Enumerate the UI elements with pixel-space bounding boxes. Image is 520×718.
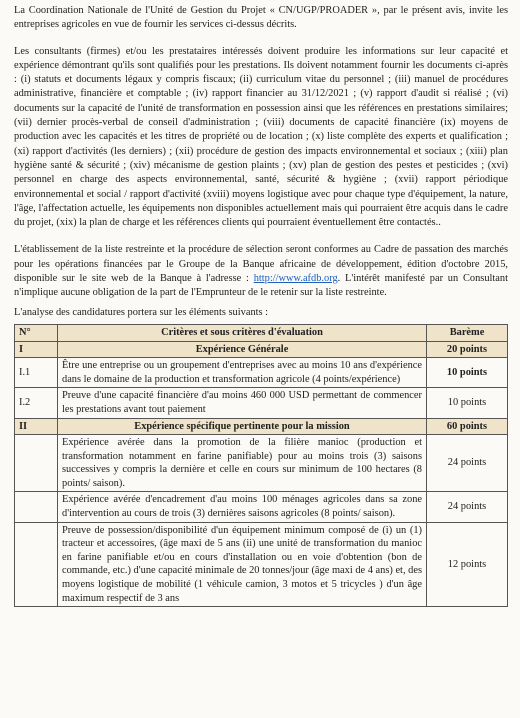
row-criterion: Expérience spécifique pertinente pour la mission	[58, 418, 427, 435]
table-header-row	[15, 324, 508, 341]
consultants-paragraph: Les consultants (firmes) et/ou les prestataires intéressés doivent produire les informations sur leur capacité et expérience démontrant qu'ils sont qualifiés pour les prestations. Ils doivent notamment fournir les documents ci-après : (i) statuts et documents légaux y compris fiscaux; (ii) curriculum vitae du personnel ; (iii) manuel de procédures administrative, financière et comptable ; (iv) rapport financier au 31/12/2021 ; (v) rapport d'audit si réalisé ; (vi) documents sur la capacité de l'unité de transformation en possession ainsi que les références en prestations similaires; (vii) dernier procès-verbal de conseil d'administration ; (viii) documents de capacité financière (ix) moyens de production avec les capacités et les titres de propriété ou de location ; (x) liste complète des experts et qualification ; (xi) rapport d'activités (les derniers) ; (xii) procédure de gestion des impacts environnemental et sociaux ; (xiii) plan hygiène santé & sécurité ; (xiv) mécanisme de gestion plaints ; (xv) plan de gestion des pestes et pesticides ; (xvi) personnel en charge des aspects environnemental, santé, sécurité & hygiène ; (xvii) rapport périodique environnemental et social / rapport d'activité (xviii) moyens logistique avec pour chaque type d'équipement, la nature, l'âge, l'affectation actuelle, les équipements non disponibles actuellement mais qui pourraient être acquis dans le cadre du projet, (xix) la plan de charge et les références clients qui pourraient éventuellement être contactés..	[14, 45, 508, 229]
table-row	[15, 492, 508, 522]
table-body	[15, 341, 508, 607]
row-number	[15, 435, 58, 492]
row-points: 10 points	[427, 388, 508, 418]
header-points: Barème	[427, 324, 508, 341]
row-criterion: Être une entreprise ou un groupement d'entreprises avec au moins 10 ans d'expérience dans le domaine de la production et transformation agricole (4 points/expérience)	[58, 358, 427, 388]
table-row	[15, 522, 508, 607]
row-criterion: Preuve d'une capacité financière d'au moins 460 000 USD permettant de commencer les prestations avant tout paiement	[58, 388, 427, 418]
row-number	[15, 492, 58, 522]
row-number	[15, 522, 58, 607]
header-criteria: Critères et sous critères d'évaluation	[58, 324, 427, 341]
row-criterion: Expérience Générale	[58, 341, 427, 358]
row-criterion: Expérience avérée d'encadrement d'au moins 100 ménages agricoles dans sa zone d'intervention au cours de trois (3) dernières saisons agricoles (8 points/ saison).	[58, 492, 427, 522]
shortlist-text-before: L'établissement de la liste restreinte et la procédure de sélection seront conformes au Cadre de passation des marchés pour les opérations financées par le Groupe de la Banque africaine de développement, édition d'octobre 2015, disponible sur le site web de la Banque à l'adresse :	[14, 244, 508, 285]
table-row	[15, 388, 508, 418]
row-points: 60 points	[427, 418, 508, 435]
shortlist-text-after: . L'intérêt manifesté par un Consultant n'implique aucune obligation de la part de l'Emprunteur de le retenir sur la liste restreinte.	[14, 273, 509, 299]
row-criterion: Preuve de possession/disponibilité d'un équipement minimum composé de (i) un (1) tracteur et accessoires, (âge maxi de 5 ans (ii) une unité de transformation du manioc en farine panifiable et/ou en cours d'installation ou en voie d'obtention (bon de commande, etc.) d'une capacité minimale de 20 tonnes/jour (âge maxi de 4 ans) et, des moyens logistique de mobilité (1 véhicule camion, 3 motos et 5 tricycles ) d'un âge maximum respectif de 3 ans	[58, 522, 427, 607]
analysis-intro: L'analyse des candidatures portera sur les éléments suivants :	[14, 306, 269, 318]
row-points: 20 points	[427, 341, 508, 358]
row-number: I	[15, 341, 58, 358]
table-row	[15, 435, 508, 492]
row-criterion: Expérience avérée dans la promotion de la filière manioc (production et transformation notamment en farine panifiable) pour au moins trois (3) saisons successives y compris la dernière et celle en cours sur minimum de 100 hectares (8 points/ saison).	[58, 435, 427, 492]
shortlist-paragraph	[14, 243, 508, 300]
header-number: N°	[15, 324, 58, 341]
row-points: 24 points	[427, 435, 508, 492]
section-row	[15, 418, 508, 435]
intro-paragraph: La Coordination Nationale de l'Unité de Gestion du Projet « CN/UGP/PROADER », par le présent avis, invite les entreprises agricoles en vue de fournir les services ci-dessus décrits.	[14, 5, 508, 31]
row-number: I.1	[15, 358, 58, 388]
table-row	[15, 358, 508, 388]
section-row	[15, 341, 508, 358]
row-points: 12 points	[427, 522, 508, 607]
row-number: II	[15, 418, 58, 435]
row-points: 24 points	[427, 492, 508, 522]
row-number: I.2	[15, 388, 58, 418]
afdb-link[interactable]: http://www.afdb.org	[253, 273, 338, 285]
evaluation-criteria-table	[14, 324, 508, 607]
row-points: 10 points	[427, 358, 508, 388]
